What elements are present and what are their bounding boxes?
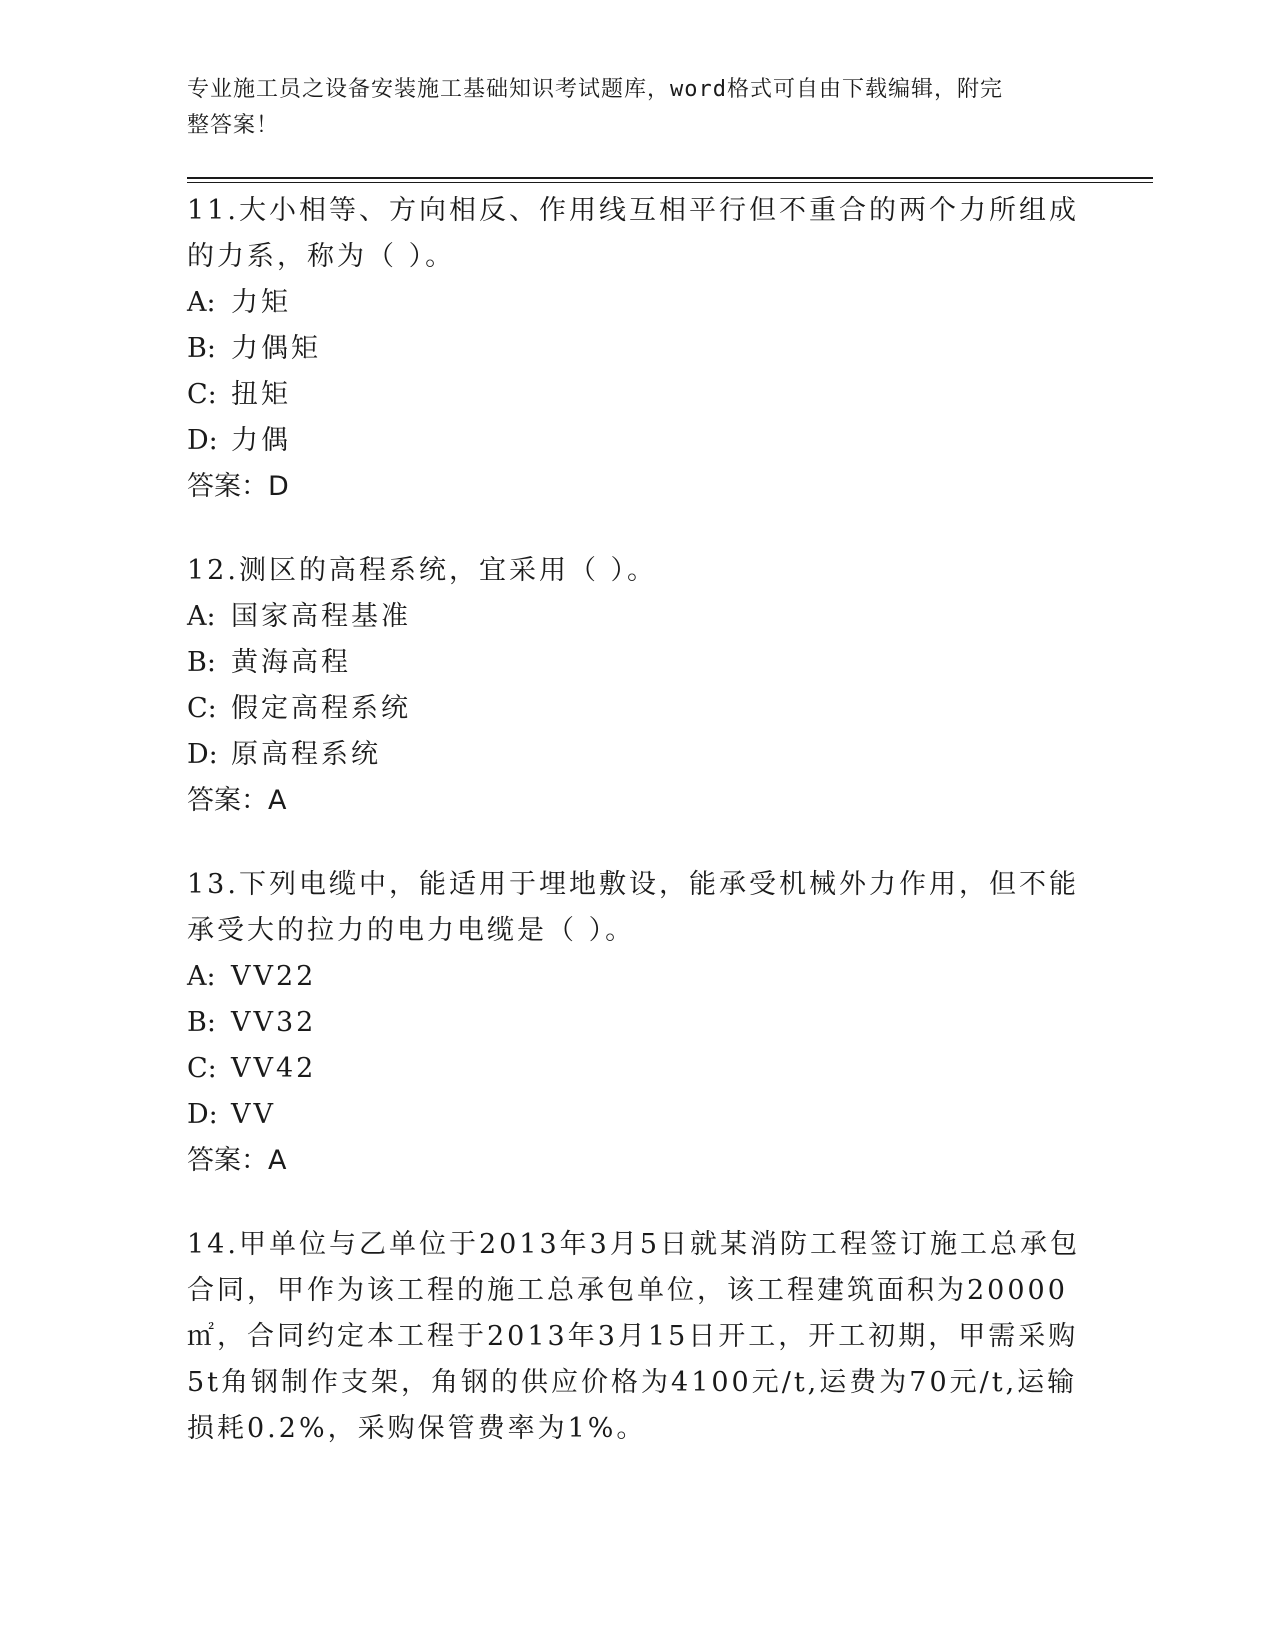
option-b — [187, 640, 1087, 686]
option-key: D: — [187, 739, 218, 770]
option-key: D: — [187, 1099, 218, 1130]
answer-line: 答案：A — [187, 785, 287, 816]
question-stem: 13.下列电缆中，能适用于埋地敷设，能承受机械外力作用，但不能承受大的拉力的电力电缆是（ ）。 — [187, 869, 1079, 946]
option-c — [187, 372, 1087, 418]
answer-line: 答案：D — [187, 471, 289, 502]
option-key: C: — [187, 1053, 217, 1084]
option-b — [187, 326, 1087, 372]
option-key: A: — [187, 287, 216, 318]
option-text: 力矩 — [231, 287, 291, 318]
question-stem: 11.大小相等、方向相反、作用线互相平行但不重合的两个力所组成的力系，称为（ ）。 — [187, 195, 1079, 272]
option-key: D: — [187, 425, 218, 456]
option-text: 黄海高程 — [231, 647, 351, 678]
option-key: B: — [187, 1007, 216, 1038]
option-text: 原高程系统 — [231, 739, 381, 770]
header-title-line-2: 整答案！ — [187, 113, 280, 138]
question-stem: 12.测区的高程系统，宜采用（ ）。 — [187, 555, 658, 586]
option-key: A: — [187, 961, 216, 992]
option-text: 力偶 — [231, 425, 291, 456]
option-key: C: — [187, 693, 217, 724]
option-d — [187, 1092, 1087, 1138]
option-text: VV42 — [231, 1053, 317, 1084]
option-d — [187, 732, 1087, 778]
document-header — [187, 72, 1067, 144]
header-divider-thick — [187, 177, 1153, 179]
option-text: VV32 — [231, 1007, 317, 1038]
question-12 — [187, 548, 1087, 824]
question-13 — [187, 862, 1087, 1184]
option-text: 扭矩 — [231, 379, 291, 410]
option-c — [187, 686, 1087, 732]
option-text: 假定高程系统 — [231, 693, 411, 724]
answer-line: 答案：A — [187, 1145, 287, 1176]
question-stem: 14.甲单位与乙单位于2013年3月5日就某消防工程签订施工总承包合同，甲作为该工程的施工总承包单位，该工程建筑面积为20000㎡，合同约定本工程于2013年3月15日开工，开工初期，甲需采购5t角钢制作支架，角钢的供应价格为4100元/t,运费为70元/t,运输损耗0.2%，采购保管费率为1%。 — [187, 1229, 1081, 1444]
option-key: B: — [187, 647, 216, 678]
option-a — [187, 954, 1087, 1000]
option-key: B: — [187, 333, 216, 364]
option-a — [187, 280, 1087, 326]
option-text: VV22 — [231, 961, 317, 992]
header-title-line-1: 专业施工员之设备安装施工基础知识考试题库，word格式可自由下载编辑，附完 — [187, 77, 1003, 102]
option-b — [187, 1000, 1087, 1046]
question-14 — [187, 1222, 1087, 1452]
option-d — [187, 418, 1087, 464]
question-11 — [187, 188, 1087, 510]
option-text: 力偶矩 — [231, 333, 321, 364]
option-key: C: — [187, 379, 217, 410]
option-c — [187, 1046, 1087, 1092]
header-divider-thin — [187, 182, 1153, 183]
option-key: A: — [187, 601, 216, 632]
option-a — [187, 594, 1087, 640]
option-text: VV — [231, 1099, 276, 1130]
option-text: 国家高程基准 — [231, 601, 411, 632]
question-list — [187, 188, 1087, 1490]
